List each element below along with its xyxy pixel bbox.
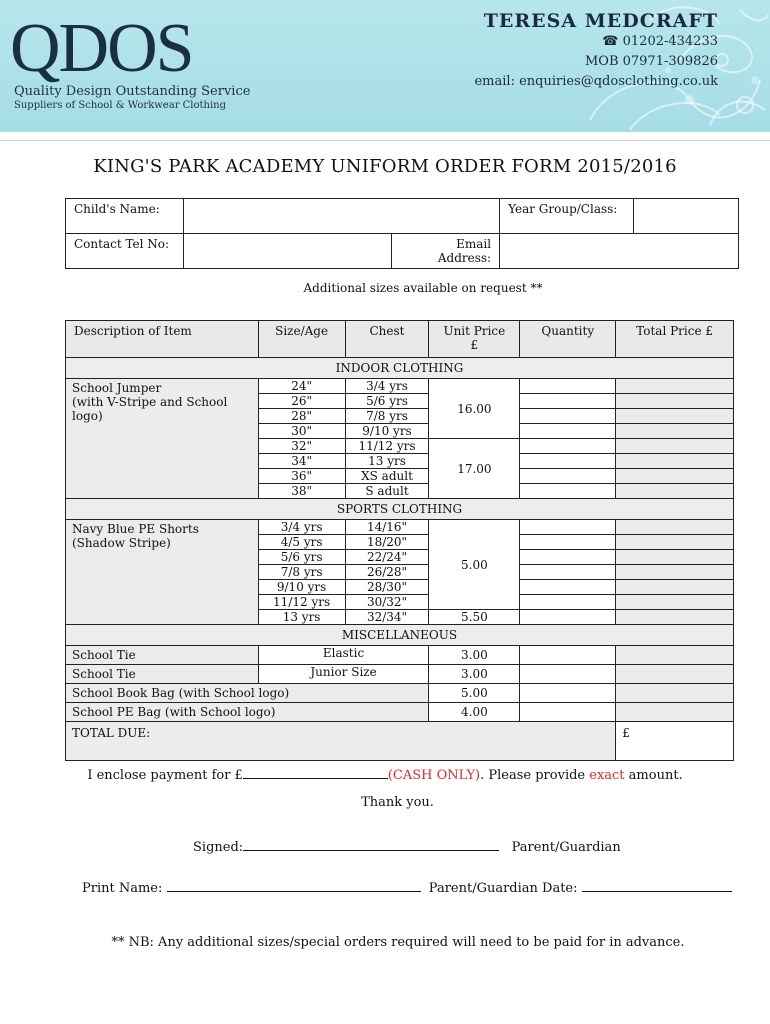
print-name-line — [82, 879, 732, 896]
total-price-field[interactable] — [616, 703, 734, 722]
total-price-field[interactable] — [616, 646, 734, 665]
item-book-bag: School Book Bag (with School logo) — [66, 684, 429, 703]
tagline: Quality Design Outstanding Service — [14, 84, 251, 99]
size-cell: 28" — [258, 409, 345, 424]
item-pe-bag: School PE Bag (with School logo) — [66, 703, 429, 722]
contact-tel-field[interactable] — [184, 234, 392, 269]
col-total: Total Price £ — [616, 321, 734, 358]
quantity-field[interactable] — [520, 394, 616, 409]
size-cell: 7/8 yrs — [258, 565, 345, 580]
unit-price-cell: 3.00 — [429, 665, 520, 684]
size-cell: 5/6 yrs — [258, 550, 345, 565]
section-sports: SPORTS CLOTHING — [66, 499, 734, 520]
size-cell: 34" — [258, 454, 345, 469]
size-cell: 24" — [258, 379, 345, 394]
item-school-tie-junior: School Tie — [66, 665, 259, 684]
total-price-field[interactable] — [616, 550, 734, 565]
chest-cell: 3/4 yrs — [345, 379, 429, 394]
chest-cell: 11/12 yrs — [345, 439, 429, 454]
chest-cell: 22/24" — [345, 550, 429, 565]
quantity-field[interactable] — [520, 469, 616, 484]
email-address-label: Email Address: — [392, 234, 500, 269]
chest-cell: XS adult — [345, 469, 429, 484]
size-cell: Elastic — [258, 646, 429, 665]
total-price-field[interactable] — [616, 595, 734, 610]
quantity-field[interactable] — [520, 439, 616, 454]
total-price-field[interactable] — [616, 439, 734, 454]
quantity-field[interactable] — [520, 684, 616, 703]
item-school-jumper: School Jumper (with V-Stripe and School logo) — [66, 379, 259, 499]
chest-cell: 26/28" — [345, 565, 429, 580]
unit-price-cell: 5.00 — [429, 684, 520, 703]
quantity-field[interactable] — [520, 665, 616, 684]
col-chest: Chest — [345, 321, 429, 358]
parent-guardian-label: Parent/Guardian — [511, 840, 621, 855]
quantity-field[interactable] — [520, 484, 616, 499]
chest-cell: 18/20" — [345, 535, 429, 550]
quantity-field[interactable] — [520, 409, 616, 424]
size-cell: 26" — [258, 394, 345, 409]
email-address-field[interactable] — [500, 234, 739, 269]
size-cell: Junior Size — [258, 665, 429, 684]
size-cell: 36" — [258, 469, 345, 484]
size-cell: 9/10 yrs — [258, 580, 345, 595]
child-name-field[interactable] — [184, 199, 500, 234]
exact-word: exact — [589, 768, 625, 783]
size-cell: 4/5 yrs — [258, 535, 345, 550]
quantity-field[interactable] — [520, 580, 616, 595]
unit-price-cell: 17.00 — [429, 439, 520, 499]
quantity-field[interactable] — [520, 520, 616, 535]
header-divider — [0, 140, 770, 141]
total-price-field[interactable] — [616, 610, 734, 625]
cash-only-note: (CASH ONLY) — [387, 768, 481, 783]
col-description: Description of Item — [66, 321, 259, 358]
item-pe-shorts: Navy Blue PE Shorts (Shadow Stripe) — [66, 520, 259, 625]
order-items-table — [65, 320, 734, 761]
section-misc: MISCELLANEOUS — [66, 625, 734, 646]
contact-tel-label: Contact Tel No: — [66, 234, 184, 269]
total-price-field[interactable] — [616, 409, 734, 424]
sub-tagline: Suppliers of School & Workwear Clothing — [14, 100, 227, 111]
total-price-field[interactable] — [616, 469, 734, 484]
print-name-label: Print Name: — [82, 881, 163, 896]
total-due-label: TOTAL DUE: — [66, 722, 616, 761]
chest-cell: S adult — [345, 484, 429, 499]
size-cell: 3/4 yrs — [258, 520, 345, 535]
total-price-field[interactable] — [616, 535, 734, 550]
col-unit-price: Unit Price £ — [429, 321, 520, 358]
contact-name: TERESA MEDCRAFT — [483, 10, 718, 32]
size-cell: 30" — [258, 424, 345, 439]
contact-email[interactable]: email: enquiries@qdosclothing.co.uk — [474, 74, 718, 89]
unit-price-cell: 3.00 — [429, 646, 520, 665]
payment-amount-field[interactable] — [243, 766, 388, 779]
total-price-field[interactable] — [616, 394, 734, 409]
total-price-field[interactable] — [616, 665, 734, 684]
thank-you: Thank you. — [361, 795, 434, 810]
qdos-logo: QDOS — [10, 10, 193, 87]
quantity-field[interactable] — [520, 646, 616, 665]
total-price-field[interactable] — [616, 379, 734, 394]
nb-note: ** NB: Any additional sizes/special orders required will need to be paid for in advance. — [111, 935, 685, 950]
chest-cell: 28/30" — [345, 580, 429, 595]
payment-mid: . Please provide — [480, 768, 590, 783]
chest-cell: 32/34" — [345, 610, 429, 625]
child-name-label: Child's Name: — [66, 199, 184, 234]
header-banner — [0, 0, 770, 132]
quantity-field[interactable] — [520, 454, 616, 469]
phone-number: 01202-434233 — [622, 34, 718, 49]
additional-sizes-note: Additional sizes available on request ** — [303, 281, 543, 295]
total-price-field[interactable] — [616, 520, 734, 535]
unit-price-cell: 4.00 — [429, 703, 520, 722]
total-due-field[interactable]: £ — [616, 722, 734, 761]
year-group-field[interactable] — [633, 199, 738, 234]
size-cell: 11/12 yrs — [258, 595, 345, 610]
total-price-field[interactable] — [616, 684, 734, 703]
quantity-field[interactable] — [520, 379, 616, 394]
chest-cell: 14/16" — [345, 520, 429, 535]
payment-line — [0, 766, 770, 783]
total-price-field[interactable] — [616, 580, 734, 595]
contact-block — [474, 10, 718, 92]
quantity-field[interactable] — [520, 565, 616, 580]
contact-phone — [474, 32, 718, 52]
item-school-tie-elastic: School Tie — [66, 646, 259, 665]
chest-cell: 30/32" — [345, 595, 429, 610]
contact-mobile: MOB 07971-309826 — [584, 54, 718, 69]
chest-cell: 5/6 yrs — [345, 394, 429, 409]
page-title: KING'S PARK ACADEMY UNIFORM ORDER FORM 2015/2016 — [93, 156, 677, 177]
signed-label: Signed: — [193, 840, 244, 855]
year-group-label: Year Group/Class: — [500, 199, 634, 234]
chest-cell: 7/8 yrs — [345, 409, 429, 424]
quantity-field[interactable] — [520, 535, 616, 550]
signature-field[interactable] — [243, 838, 499, 851]
total-price-field[interactable] — [616, 454, 734, 469]
signature-line — [193, 838, 621, 855]
unit-price-cell: 16.00 — [429, 379, 520, 439]
quantity-field[interactable] — [520, 595, 616, 610]
size-cell: 13 yrs — [258, 610, 345, 625]
date-field[interactable] — [582, 879, 732, 892]
unit-price-cell: 5.50 — [429, 610, 520, 625]
quantity-field[interactable] — [520, 424, 616, 439]
size-cell: 38" — [258, 484, 345, 499]
payment-suffix: amount. — [624, 768, 683, 783]
total-price-field[interactable] — [616, 565, 734, 580]
unit-price-cell: 5.00 — [429, 520, 520, 610]
print-name-field[interactable] — [167, 879, 421, 892]
quantity-field[interactable] — [520, 703, 616, 722]
quantity-field[interactable] — [520, 550, 616, 565]
size-cell: 32" — [258, 439, 345, 454]
section-indoor: INDOOR CLOTHING — [66, 358, 734, 379]
col-quantity: Quantity — [520, 321, 616, 358]
phone-icon: ☎ — [602, 34, 619, 49]
info-table — [65, 198, 739, 269]
payment-prefix: I enclose payment for £ — [87, 768, 243, 783]
parent-guardian-date-label: Parent/Guardian Date: — [428, 881, 578, 896]
total-price-field[interactable] — [616, 484, 734, 499]
total-price-field[interactable] — [616, 424, 734, 439]
chest-cell: 13 yrs — [345, 454, 429, 469]
col-size: Size/Age — [258, 321, 345, 358]
quantity-field[interactable] — [520, 610, 616, 625]
chest-cell: 9/10 yrs — [345, 424, 429, 439]
